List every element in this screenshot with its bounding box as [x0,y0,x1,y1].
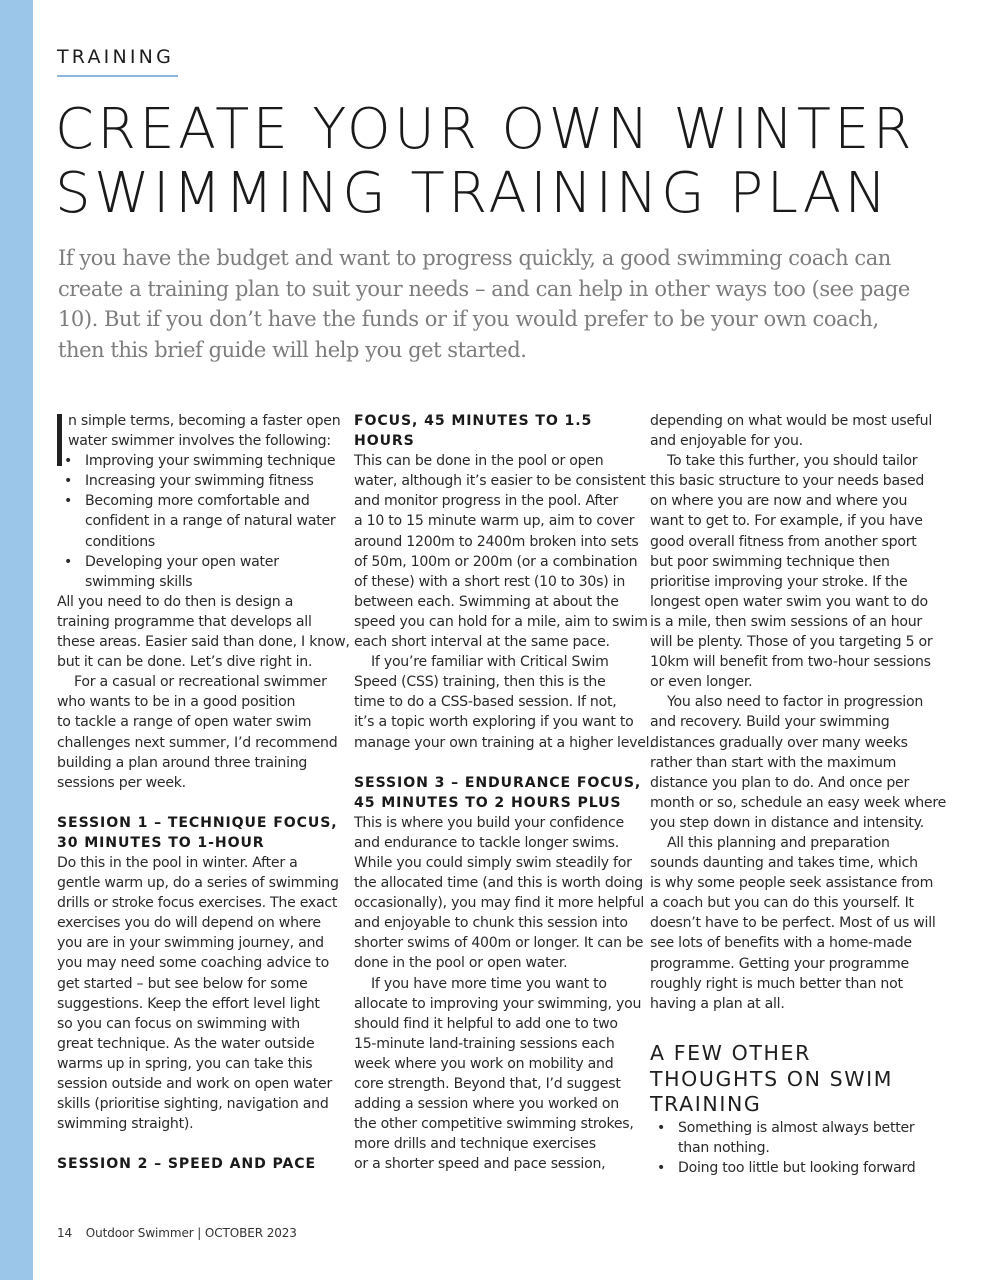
paragraph-line: and enjoyable to chunk this session into [354,915,628,932]
session-2-heading-cont: FOCUS, 45 MINUTES TO 1.5 [354,413,593,429]
paragraph-line: challenges next summer, I’d recommend [57,734,338,751]
bullet-icon: • [64,453,73,470]
paragraph-line: around 1200m to 2400m broken into sets [354,533,639,550]
column-1 [57,411,350,1174]
paragraph-line: To take this further, you should tailor [667,453,918,470]
paragraph-line: will be plenty. Those of you targeting 5 or [650,634,933,651]
paragraph-line: occasionally), you may find it more helpful [354,895,645,912]
subheading: TRAINING [650,1092,762,1117]
paragraph-line: suggestions. Keep the effort level light [57,995,320,1012]
paragraph-line: This is where you build your confidence [354,814,624,831]
paragraph-line: week where you work on mobility and [354,1055,614,1072]
side-accent-bar [0,0,33,1280]
paragraph-line: swimming straight). [57,1116,194,1133]
paragraph-line: allocate to improving your swimming, you [354,995,642,1012]
paragraph-line: prioritise improving your stroke. If the [650,573,908,590]
standfirst [58,243,938,365]
paragraph-line: and monitor progress in the pool. After [354,493,619,510]
list-item: • Developing your open water [57,552,337,572]
paragraph-line: adding a session where you worked on [354,1096,619,1113]
paragraph-line: more drills and technique exercises [354,1136,596,1153]
paragraph-line: 15-minute land-training sessions each [354,1035,615,1052]
paragraph-line: and enjoyable for you. [650,433,803,450]
session-2-heading-cont: HOURS [354,433,415,450]
intro-line: n simple terms, becoming a faster open [68,413,341,429]
paragraph-line: and endurance to tackle longer swims. [354,834,619,851]
paragraph-line: core strength. Beyond that, I’d suggest [354,1076,621,1092]
title-line-2: SWIMMING TRAINING PLAN [55,161,890,226]
paragraph-line: programme. Getting your programme [650,955,909,972]
paragraph-line: 10km will benefit from two-hour sessions [650,654,931,671]
column-2 [354,411,654,1174]
paragraph-line: is why some people seek assistance from [650,875,934,892]
standfirst-line: If you have the budget and want to progress quickly, a good swimming coach can [58,246,891,270]
paragraph-line: roughly right is much better than not [650,975,903,992]
paragraph-line: depending on what would be most useful [650,413,933,429]
paragraph-line: sounds daunting and takes time, which [650,855,918,872]
paragraph-line: distances gradually over many weeks [650,734,908,751]
page-number: 14 [57,1226,73,1240]
paragraph-line: shorter swims of 400m or longer. It can be [354,935,644,952]
paragraph-line: it’s a topic worth exploring if you want to [354,714,634,731]
paragraph-line: All this planning and preparation [667,834,890,851]
paragraph-line: each short interval at the same pace. [354,634,610,651]
paragraph-line: great technique. As the water outside [57,1035,315,1052]
list-item: • Improving your swimming technique [57,451,337,471]
list-item-cont: swimming skills [85,573,193,590]
standfirst-line: create a training plan to suit your needs – and can help in other ways too (see page [58,276,910,301]
paragraph-line: the other competitive swimming strokes, [354,1116,634,1133]
paragraph-line: Do this in the pool in winter. After a [57,854,298,871]
standfirst-line: 10). But if you don’t have the funds or if you would prefer to be your own coach, [58,307,879,331]
session-2-heading: SESSION 2 – SPEED AND PACE [57,1156,317,1173]
paragraph-line: these areas. Easier said than done, I know, [57,634,350,651]
paragraph-line: Speed (CSS) training, then this is the [354,674,606,691]
paragraph-line: month or so, schedule an easy week where [650,794,947,811]
paragraph-line: a coach but you can do this yourself. It [650,895,914,912]
paragraph-line: of these) with a short rest (10 to 30s) in [354,573,626,590]
paragraph-line: the allocated time (and this is worth doing [354,875,643,892]
paragraph-line: skills (prioritise sighting, navigation and [57,1096,329,1113]
paragraph-line: done in the pool or open water. [354,955,568,972]
paragraph-line: water, although it’s easier to be consistent [354,473,646,490]
publication-info: Outdoor Swimmer | OCTOBER 2023 [85,1226,297,1240]
paragraph-line: If you’re familiar with Critical Swim [371,654,609,671]
section-underline [57,75,178,77]
paragraph-line: drills or stroke focus exercises. The exact [57,895,338,912]
session-1-heading: SESSION 1 – TECHNIQUE FOCUS, [57,814,338,831]
paragraph-line: gentle warm up, do a series of swimming [57,875,339,892]
paragraph-line: you are in your swimming journey, and [57,935,324,952]
list-item-cont: confident in a range of natural water [85,513,336,530]
standfirst-line: then this brief guide will help you get started. [58,337,527,362]
paragraph-line: you may need some coaching advice to [57,955,329,972]
paragraph-line: want to get to. For example, if you have [650,513,923,530]
title-line-1: CREATE YOUR OWN WINTER [55,97,915,162]
paragraph-line: sessions per week. [57,774,186,791]
paragraph-line: should find it helpful to add one to two [354,1015,618,1032]
list-item-cont: than nothing. [678,1139,770,1156]
paragraph-line: You also need to factor in progression [667,694,924,711]
paragraph-line: This can be done in the pool or open [354,453,604,470]
list-item: • Doing too little but looking forward [650,1158,935,1178]
paragraph-line: time to do a CSS-based session. If not, [354,694,617,711]
page-title [55,98,985,226]
bullet-icon: • [657,1160,666,1177]
paragraph-line: so you can focus on swimming with [57,1015,300,1032]
paragraph-line: session outside and work on open water [57,1076,333,1092]
paragraph-line: but it can be done. Let’s dive right in. [57,654,313,671]
paragraph-line: a 10 to 15 minute warm up, aim to cover [354,513,635,530]
paragraph-line: good overall fitness from another sport [650,533,917,550]
paragraph-line: who wants to be in a good position [57,694,296,711]
bullet-icon: • [64,493,73,510]
paragraph-line: of 50m, 100m or 200m (or a combination [354,553,638,570]
paragraph-line: you step down in distance and intensity. [650,814,924,831]
paragraph-line: warms up in spring, you can take this [57,1055,313,1072]
paragraph-line: All you need to do then is design a [57,593,294,610]
paragraph-line: to tackle a range of open water swim [57,714,312,731]
paragraph-line: training programme that develops all [57,613,312,630]
paragraph-line: For a casual or recreational swimmer [74,674,327,691]
paragraph-line: longest open water swim you want to do [650,593,928,610]
bullet-icon: • [64,553,73,570]
paragraph-line: building a plan around three training [57,754,308,771]
paragraph-line: is a mile, then swim sessions of an hour [650,613,922,630]
paragraph-line: distance you plan to do. And once per [650,774,910,791]
section-label: TRAINING [57,46,174,68]
paragraph-line: or even longer. [650,674,753,691]
column-3 [650,411,947,1178]
paragraph-line: see lots of benefits with a home-made [650,935,912,952]
paragraph-line: While you could simply swim steadily for [354,854,632,871]
paragraph-line: this basic structure to your needs based [650,473,925,490]
session-3-heading: 45 MINUTES TO 2 HOURS PLUS [354,794,622,811]
paragraph-line: rather than start with the maximum [650,754,897,771]
session-3-heading: SESSION 3 – ENDURANCE FOCUS, [354,774,642,791]
subheading: A FEW OTHER [650,1040,811,1065]
paragraph-line: and recovery. Build your swimming [650,714,890,731]
list-item: • Something is almost always better [650,1118,935,1138]
bullet-icon: • [64,473,73,490]
page-footer [57,1226,297,1240]
session-1-heading: 30 MINUTES TO 1-HOUR [57,834,265,851]
list-item-cont: conditions [85,533,156,550]
paragraph-line: exercises you do will depend on where [57,915,321,932]
paragraph-line: having a plan at all. [650,995,785,1012]
subheading: THOUGHTS ON SWIM [650,1066,894,1091]
paragraph-line: If you have more time you want to [371,975,607,992]
bullet-icon: • [657,1119,666,1136]
paragraph-line: but poor swimming technique then [650,553,890,570]
paragraph-line: get started – but see below for some [57,975,308,992]
paragraph-line: on where you are now and where you [650,493,908,510]
paragraph-line: speed you can hold for a mile, aim to swim [354,613,648,630]
paragraph-line: between each. Swimming at about the [354,593,619,610]
paragraph-line: or a shorter speed and pace session, [354,1156,606,1173]
list-item: • Increasing your swimming fitness [57,471,337,491]
intro-line: water swimmer involves the following: [68,433,331,450]
list-item: • Becoming more comfortable and [57,491,337,511]
paragraph-line: doesn’t have to be perfect. Most of us will [650,915,936,932]
paragraph-line: manage your own training at a higher level. [354,734,654,751]
